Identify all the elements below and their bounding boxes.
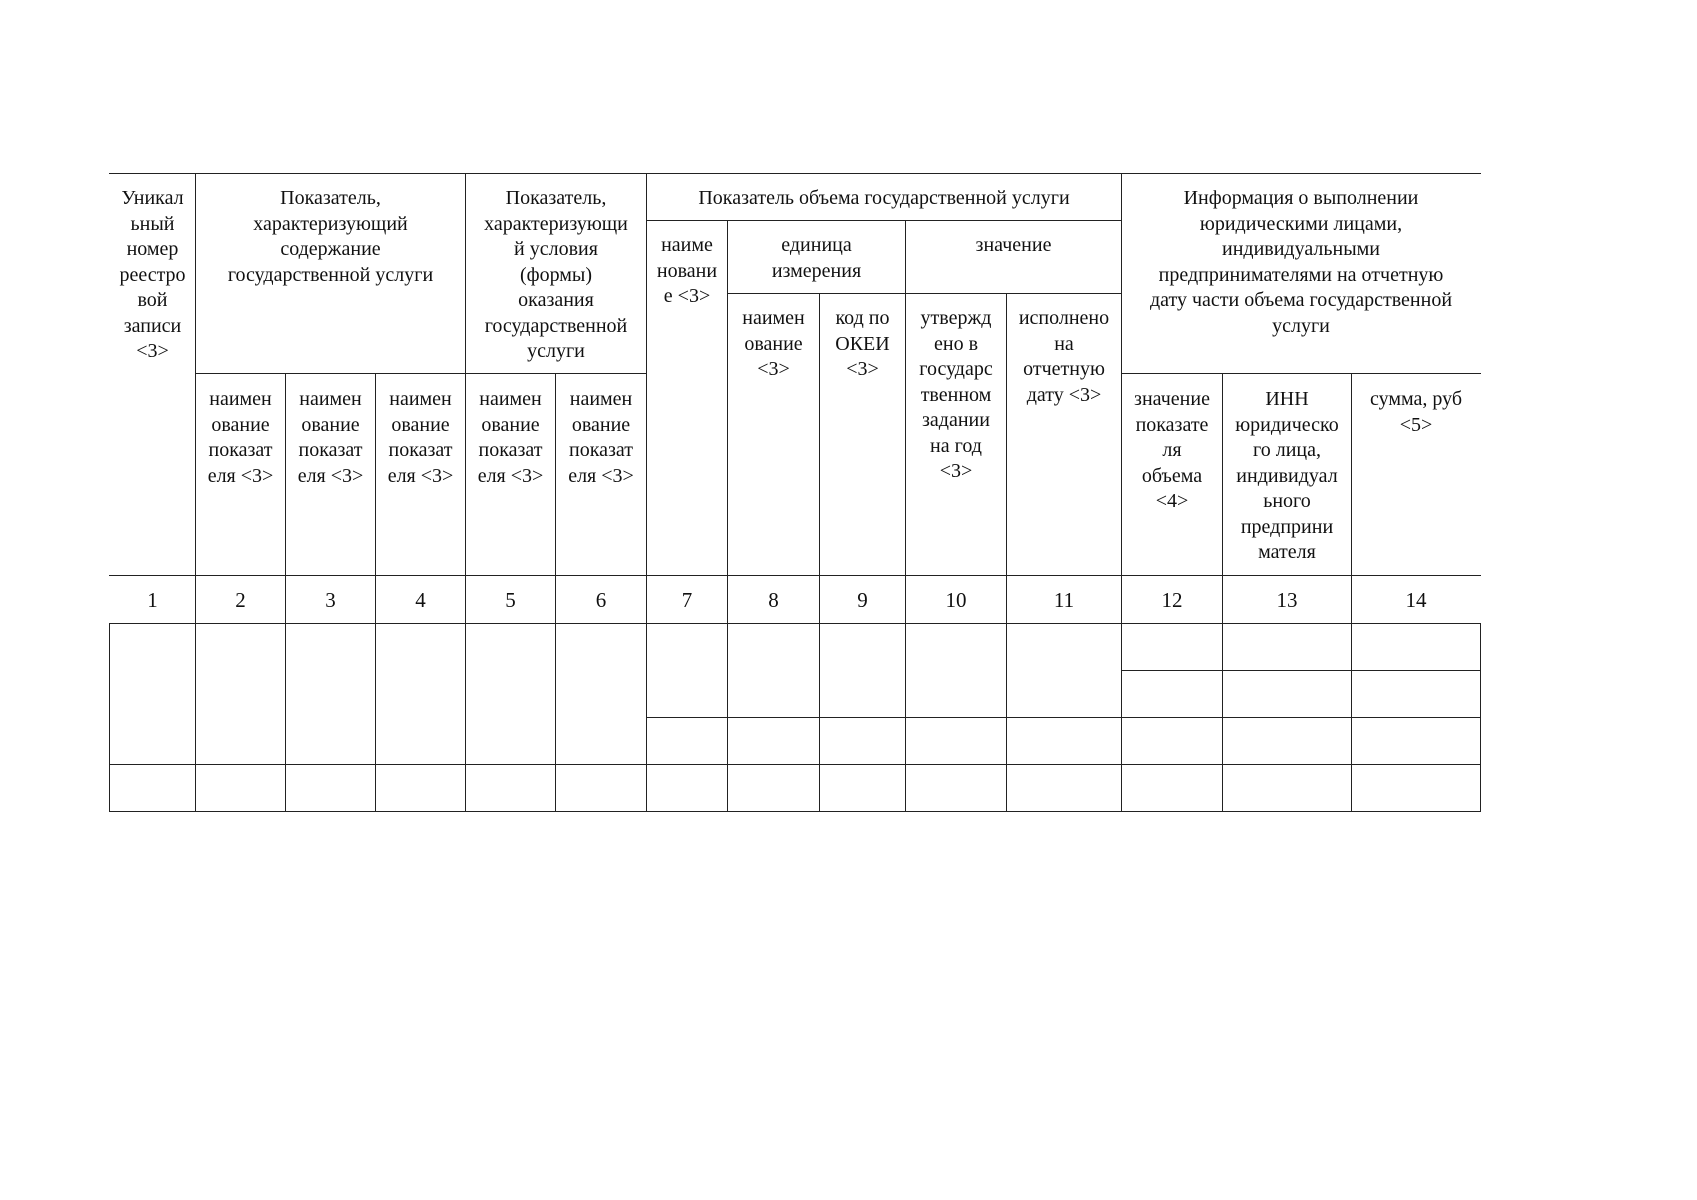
col-number-1: 1: [147, 588, 158, 612]
table-left-border: [109, 623, 110, 811]
col-number-9: 9: [857, 588, 868, 612]
col-number-8: 8: [768, 588, 779, 612]
header-content-indicator: Показатель, характеризующий содержание государственной услуги: [227, 187, 434, 286]
header-unique-number: Уникал ьный номер реестро вой записи <3>: [119, 187, 186, 362]
header-sum: сумма, руб <5>: [1369, 388, 1463, 436]
col-number-13: 13: [1276, 588, 1298, 612]
rule-indicator-sub: [195, 373, 646, 374]
col-number-3: 3: [325, 588, 336, 612]
header-execution-info: Информация о выполнении юридическими лицами, индивидуальными предпринимателями на отчетную дату части объема государственной услуги: [1149, 187, 1453, 337]
header-okei-code: код по ОКЕИ <3>: [835, 307, 890, 380]
rule-info-sub: [1121, 373, 1481, 374]
table-bottom-border: [109, 811, 1481, 812]
table-top-border: [109, 173, 1481, 174]
col-number-5: 5: [505, 588, 516, 612]
header-indicator-name-5: наимен ование показат еля <3>: [477, 388, 544, 487]
header-volume-name: наиме новани е <3>: [656, 234, 718, 307]
col-number-4: 4: [415, 588, 426, 612]
col-number-14: 14: [1405, 588, 1427, 612]
header-indicator-name-4: наимен ование показат еля <3>: [387, 388, 454, 487]
header-executed: исполнено на отчетную дату <3>: [1018, 307, 1110, 406]
col-number-11: 11: [1053, 588, 1075, 612]
rule-numbers-bottom: [109, 623, 1481, 624]
header-approved: утвержд ено в государс твенном задании на год <3>: [919, 307, 993, 482]
col-number-10: 10: [945, 588, 967, 612]
header-conditions-indicator: Показатель, характеризующи й условия (формы) оказания государственной услуги: [484, 187, 628, 362]
header-volume-indicator: Показатель объема государственной услуги: [698, 187, 1070, 209]
col-number-6: 6: [595, 588, 607, 612]
rule-body-3: [109, 764, 1481, 765]
table-right-border: [1480, 623, 1481, 811]
header-inn: ИНН юридическо го лица, индивидуал ьного предприни мателя: [1235, 388, 1339, 563]
rule-header-bottom: [109, 575, 1481, 576]
header-value: значение: [975, 234, 1052, 256]
rule-body-2: [646, 717, 1481, 718]
col-number-7: 7: [681, 588, 693, 612]
header-indicator-name-6: наимен ование показат еля <3>: [568, 388, 634, 487]
rule-unit-value-sub: [727, 293, 1121, 294]
header-indicator-name-2: наимен ование показат еля <3>: [207, 388, 274, 487]
col-number-12: 12: [1161, 588, 1183, 612]
header-unit-name: наимен ование <3>: [742, 307, 805, 380]
header-unit: единица измерения: [771, 234, 862, 282]
header-volume-value: значение показате ля объема <4>: [1134, 388, 1210, 512]
rule-volume-sub: [646, 220, 1121, 221]
header-indicator-name-3: наимен ование показат еля <3>: [297, 388, 364, 487]
col-number-2: 2: [235, 588, 246, 612]
rule-body-1: [1121, 670, 1481, 671]
